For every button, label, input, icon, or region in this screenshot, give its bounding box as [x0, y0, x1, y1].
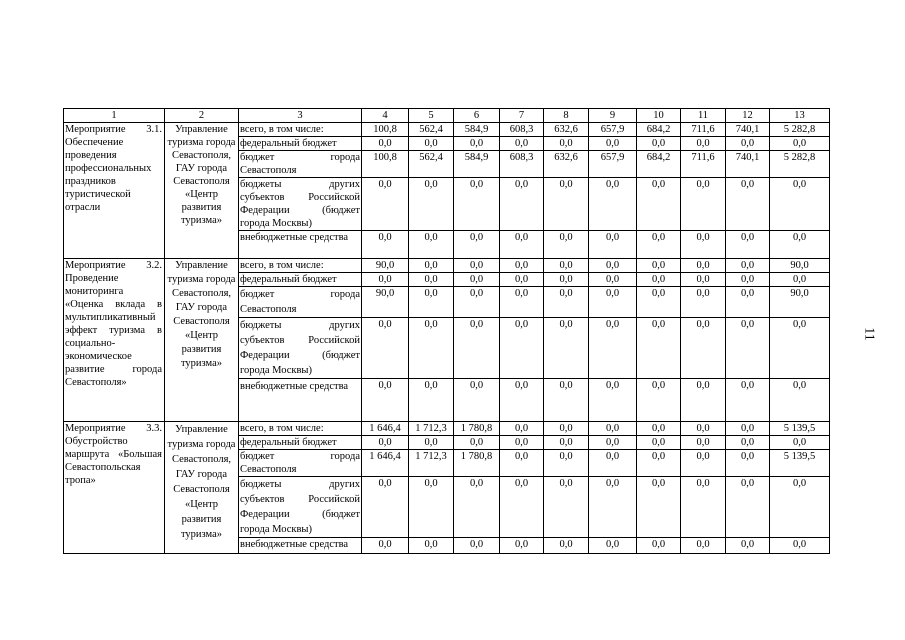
value-cell: 0,0: [681, 538, 726, 554]
value-cell: 0,0: [500, 318, 544, 379]
value-cell: 0,0: [637, 422, 681, 436]
value-cell: 0,0: [409, 287, 454, 318]
value-cell: 684,2: [637, 123, 681, 137]
value-cell: 0,0: [362, 231, 409, 259]
value-cell: 0,0: [726, 231, 770, 259]
value-cell: 0,0: [637, 538, 681, 554]
page-number: 11: [861, 327, 877, 341]
value-cell: 684,2: [637, 151, 681, 178]
value-cell: 0,0: [726, 538, 770, 554]
value-cell: 0,0: [409, 178, 454, 231]
value-cell: 5 282,8: [770, 123, 830, 137]
value-cell: 0,0: [637, 137, 681, 151]
value-cell: 0,0: [544, 379, 589, 422]
value-cell: 1 646,4: [362, 422, 409, 436]
value-cell: 0,0: [544, 273, 589, 287]
value-cell: 0,0: [409, 379, 454, 422]
value-cell: 0,0: [454, 273, 500, 287]
value-cell: 90,0: [770, 287, 830, 318]
value-cell: 0,0: [637, 436, 681, 450]
value-cell: 1 780,8: [454, 450, 500, 477]
value-cell: 5 139,5: [770, 422, 830, 436]
value-cell: 0,0: [544, 422, 589, 436]
column-number: 9: [589, 109, 637, 123]
value-cell: 0,0: [681, 422, 726, 436]
value-cell: 0,0: [589, 231, 637, 259]
value-cell: 0,0: [726, 273, 770, 287]
value-cell: 0,0: [409, 137, 454, 151]
value-cell: 0,0: [544, 450, 589, 477]
value-cell: 0,0: [726, 450, 770, 477]
value-cell: 0,0: [500, 379, 544, 422]
executor-cell: Управление туризма города Севастополя, ГАУ города Севастополя «Центр развития туризма»: [165, 259, 239, 422]
value-cell: 0,0: [637, 287, 681, 318]
column-number: 7: [500, 109, 544, 123]
value-cell: 0,0: [681, 436, 726, 450]
value-cell: 0,0: [589, 450, 637, 477]
value-cell: 0,0: [362, 137, 409, 151]
executor-cell: Управление туризма города Севастополя, ГАУ города Севастополя «Центр развития туризма»: [165, 123, 239, 259]
value-cell: 0,0: [544, 178, 589, 231]
value-cell: 0,0: [681, 231, 726, 259]
value-cell: 0,0: [726, 477, 770, 538]
value-cell: 562,4: [409, 151, 454, 178]
value-cell: 0,0: [637, 477, 681, 538]
measure-title: Мероприятие 3.3. Обустройство маршрута «Большая Севастопольская тропа»: [64, 422, 165, 554]
executor-cell: Управление туризма города Севастополя, ГАУ города Севастополя «Центр развития туризма»: [165, 422, 239, 554]
value-cell: 0,0: [454, 259, 500, 273]
column-number: 5: [409, 109, 454, 123]
value-cell: 562,4: [409, 123, 454, 137]
value-cell: 1 712,3: [409, 422, 454, 436]
measure-title: Мероприятие 3.2. Проведение мониторинга «Оценка вклада в мультипликативный эффект туризма в социально-экономическое развитие города Севастополя»: [64, 259, 165, 422]
value-cell: 0,0: [637, 318, 681, 379]
value-cell: 90,0: [770, 259, 830, 273]
value-cell: 0,0: [589, 318, 637, 379]
value-cell: 0,0: [726, 178, 770, 231]
value-cell: 0,0: [770, 538, 830, 554]
value-cell: 0,0: [681, 379, 726, 422]
value-cell: 0,0: [770, 379, 830, 422]
value-cell: 711,6: [681, 123, 726, 137]
funding-source-label: бюджеты других субъектов Российской Федерации (бюджет города Москвы): [239, 318, 362, 379]
value-cell: 0,0: [589, 477, 637, 538]
column-number: 10: [637, 109, 681, 123]
value-cell: 0,0: [770, 477, 830, 538]
value-cell: 0,0: [681, 137, 726, 151]
value-cell: 0,0: [544, 231, 589, 259]
value-cell: 5 139,5: [770, 450, 830, 477]
value-cell: 1 646,4: [362, 450, 409, 477]
value-cell: 0,0: [409, 231, 454, 259]
column-number: 6: [454, 109, 500, 123]
value-cell: 0,0: [681, 450, 726, 477]
value-cell: 0,0: [589, 422, 637, 436]
value-cell: 0,0: [589, 379, 637, 422]
value-cell: 0,0: [454, 287, 500, 318]
value-cell: 0,0: [589, 436, 637, 450]
value-cell: 0,0: [500, 178, 544, 231]
funding-source-label: бюджеты других субъектов Российской Федерации (бюджет города Москвы): [240, 179, 360, 229]
value-cell: 0,0: [726, 422, 770, 436]
value-cell: 0,0: [362, 538, 409, 554]
value-cell: 0,0: [362, 379, 409, 422]
funding-source-label: бюджеты других субъектов Российской Федерации (бюджет города Москвы): [239, 477, 362, 538]
value-cell: 5 282,8: [770, 151, 830, 178]
value-cell: 0,0: [454, 477, 500, 538]
value-cell: 100,8: [362, 123, 409, 137]
value-cell: 0,0: [589, 538, 637, 554]
table-row: [64, 259, 830, 273]
value-cell: 0,0: [589, 137, 637, 151]
funding-source-label: всего, в том числе:: [239, 259, 362, 273]
value-cell: 0,0: [681, 318, 726, 379]
value-cell: 0,0: [770, 436, 830, 450]
value-cell: 0,0: [362, 318, 409, 379]
value-cell: 0,0: [637, 379, 681, 422]
value-cell: 0,0: [454, 178, 500, 231]
value-cell: 0,0: [409, 259, 454, 273]
value-cell: 0,0: [770, 178, 830, 231]
value-cell: 0,0: [726, 287, 770, 318]
value-cell: 740,1: [726, 123, 770, 137]
funding-source-label: федеральный бюджет: [239, 137, 362, 151]
column-number: 4: [362, 109, 409, 123]
column-number: 13: [770, 109, 830, 123]
value-cell: 711,6: [681, 151, 726, 178]
funding-source-label: внебюджетные средства: [239, 538, 362, 554]
column-number: 3: [239, 109, 362, 123]
value-cell: 0,0: [637, 178, 681, 231]
value-cell: 0,0: [589, 259, 637, 273]
value-cell: 0,0: [770, 231, 830, 259]
value-cell: 657,9: [589, 123, 637, 137]
value-cell: 0,0: [500, 137, 544, 151]
value-cell: 0,0: [726, 379, 770, 422]
value-cell: 0,0: [409, 318, 454, 379]
value-cell: 0,0: [454, 379, 500, 422]
value-cell: 0,0: [770, 137, 830, 151]
value-cell: 90,0: [362, 259, 409, 273]
value-cell: 0,0: [681, 259, 726, 273]
value-cell: 0,0: [362, 477, 409, 538]
funding-source-label: внебюджетные средства: [239, 379, 362, 422]
value-cell: 0,0: [637, 273, 681, 287]
value-cell: 0,0: [409, 436, 454, 450]
value-cell: 0,0: [726, 318, 770, 379]
funding-source-label: федеральный бюджет: [239, 273, 362, 287]
measure-title: Мероприятие 3.1. Обеспечение проведения профессиональных праздников туристической отрасли: [64, 123, 165, 259]
value-cell: 0,0: [544, 538, 589, 554]
value-cell: 0,0: [454, 137, 500, 151]
value-cell: 0,0: [500, 273, 544, 287]
value-cell: 608,3: [500, 123, 544, 137]
value-cell: 0,0: [681, 273, 726, 287]
column-number: 11: [681, 109, 726, 123]
value-cell: 0,0: [637, 450, 681, 477]
value-cell: 0,0: [544, 287, 589, 318]
funding-source-label: федеральный бюджет: [239, 436, 362, 450]
column-number: 8: [544, 109, 589, 123]
value-cell: 0,0: [500, 259, 544, 273]
value-cell: 1 780,8: [454, 422, 500, 436]
value-cell: 0,0: [544, 477, 589, 538]
value-cell: 0,0: [362, 436, 409, 450]
funding-source-label: всего, в том числе:: [239, 123, 362, 137]
value-cell: 0,0: [589, 178, 637, 231]
value-cell: 0,0: [454, 436, 500, 450]
value-cell: 1 712,3: [409, 450, 454, 477]
header-row: [64, 109, 830, 123]
value-cell: 100,8: [362, 151, 409, 178]
value-cell: 608,3: [500, 151, 544, 178]
value-cell: 0,0: [409, 477, 454, 538]
value-cell: 0,0: [589, 273, 637, 287]
value-cell: 0,0: [770, 273, 830, 287]
value-cell: 0,0: [454, 538, 500, 554]
value-cell: 0,0: [770, 318, 830, 379]
value-cell: 0,0: [544, 318, 589, 379]
budget-table: [63, 108, 830, 554]
value-cell: 0,0: [362, 273, 409, 287]
value-cell: 740,1: [726, 151, 770, 178]
value-cell: 0,0: [544, 259, 589, 273]
value-cell: 632,6: [544, 123, 589, 137]
value-cell: 584,9: [454, 151, 500, 178]
funding-source-label: бюджет города Севастополя: [240, 451, 360, 475]
value-cell: 584,9: [454, 123, 500, 137]
funding-source-label: всего, в том числе:: [239, 422, 362, 436]
value-cell: 0,0: [726, 436, 770, 450]
value-cell: 90,0: [362, 287, 409, 318]
column-number: 12: [726, 109, 770, 123]
value-cell: 0,0: [500, 450, 544, 477]
table-row: [64, 123, 830, 137]
value-cell: 0,0: [409, 538, 454, 554]
value-cell: 0,0: [681, 178, 726, 231]
column-number: 1: [64, 109, 165, 123]
value-cell: 0,0: [500, 538, 544, 554]
value-cell: 0,0: [544, 137, 589, 151]
value-cell: 0,0: [362, 178, 409, 231]
value-cell: 0,0: [637, 259, 681, 273]
value-cell: 0,0: [500, 287, 544, 318]
value-cell: 632,6: [544, 151, 589, 178]
value-cell: 0,0: [637, 231, 681, 259]
value-cell: 0,0: [454, 318, 500, 379]
value-cell: 0,0: [726, 137, 770, 151]
value-cell: 0,0: [500, 477, 544, 538]
value-cell: 0,0: [454, 231, 500, 259]
funding-source-label: бюджет города Севастополя: [239, 287, 362, 318]
funding-source-label: бюджет города Севастополя: [240, 152, 360, 176]
value-cell: 0,0: [500, 231, 544, 259]
value-cell: 0,0: [681, 477, 726, 538]
value-cell: 657,9: [589, 151, 637, 178]
value-cell: 0,0: [544, 436, 589, 450]
value-cell: 0,0: [409, 273, 454, 287]
table-row: [64, 422, 830, 436]
value-cell: 0,0: [681, 287, 726, 318]
column-number: 2: [165, 109, 239, 123]
value-cell: 0,0: [726, 259, 770, 273]
value-cell: 0,0: [500, 436, 544, 450]
funding-source-label: внебюджетные средства: [239, 231, 362, 259]
value-cell: 0,0: [589, 287, 637, 318]
value-cell: 0,0: [500, 422, 544, 436]
